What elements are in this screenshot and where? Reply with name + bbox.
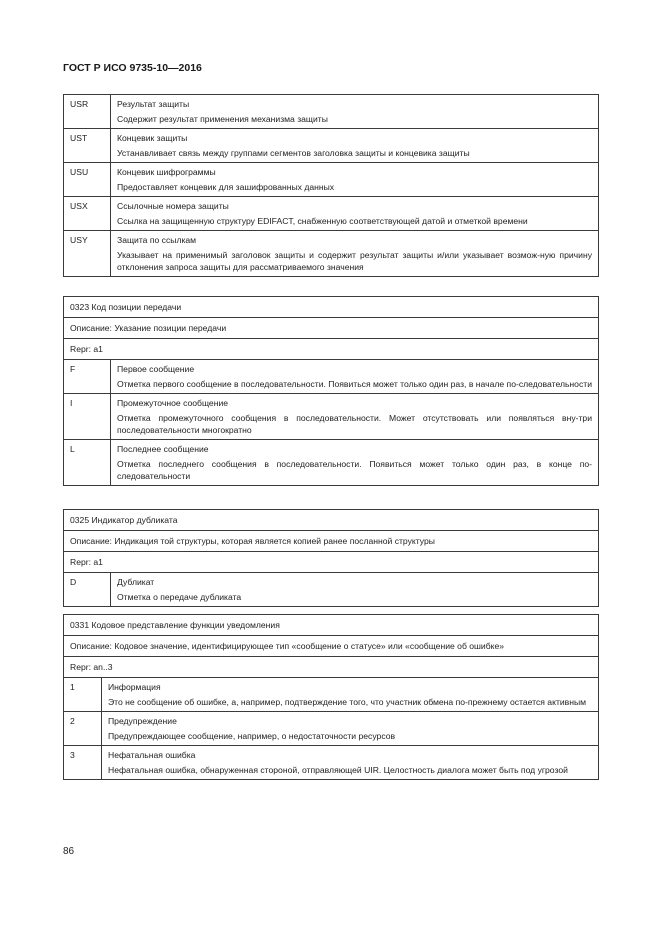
table-description-row	[64, 636, 599, 657]
code-cell: I	[64, 394, 111, 440]
entry-cell	[102, 712, 599, 746]
entry-cell	[111, 573, 599, 607]
entry-term: Промежуточное сообщение	[117, 398, 229, 408]
entry-description: Отметка последнего сообщения в последовательности. Появиться может только один раз, в конце по-следовательности	[117, 459, 592, 481]
entry-term: Последнее сообщение	[117, 444, 209, 454]
table-row	[64, 440, 599, 486]
code-cell: 1	[64, 678, 102, 712]
entry-term: Предупреждение	[108, 716, 177, 726]
table-title-row	[64, 510, 599, 531]
table-0325	[63, 509, 599, 607]
document-header: ГОСТ Р ИСО 9735-10—2016	[63, 62, 202, 74]
code-cell: USU	[64, 163, 111, 197]
table-title-row	[64, 297, 599, 318]
table-title-row	[64, 615, 599, 636]
table-description-row	[64, 531, 599, 552]
entry-description: Устанавливает связь между группами сегментов заголовка защиты и концевика защиты	[117, 148, 470, 158]
table-repr: Repr: a1	[64, 339, 599, 360]
table-row	[64, 712, 599, 746]
table-repr: Repr: a1	[64, 552, 599, 573]
entry-cell	[111, 197, 599, 231]
code-cell: 3	[64, 746, 102, 780]
entry-term: Нефатальная ошибка	[108, 750, 196, 760]
entry-term: Концевик защиты	[117, 133, 188, 143]
table-row	[64, 95, 599, 129]
entry-cell	[111, 394, 599, 440]
code-cell: D	[64, 573, 111, 607]
table-row	[64, 129, 599, 163]
entry-cell	[111, 360, 599, 394]
entry-cell	[111, 129, 599, 163]
entry-term: Результат защиты	[117, 99, 190, 109]
table-row	[64, 678, 599, 712]
table-usr-usy	[63, 94, 599, 277]
entry-description: Нефатальная ошибка, обнаруженная стороной, отправляющей UIR. Целостность диалога может быть под угрозой	[108, 765, 568, 775]
table-repr-row	[64, 552, 599, 573]
entry-description: Это не сообщение об ошибке, а, например, подтверждение того, что участник обмена по-прежнему остается активным	[108, 697, 587, 707]
entry-term: Защита по ссылкам	[117, 235, 197, 245]
code-cell: F	[64, 360, 111, 394]
table-row	[64, 573, 599, 607]
code-cell: USR	[64, 95, 111, 129]
entry-cell	[111, 440, 599, 486]
table-repr-row	[64, 657, 599, 678]
entry-cell	[102, 678, 599, 712]
code-cell: USY	[64, 231, 111, 277]
page-number: 86	[63, 846, 75, 857]
entry-term: Первое сообщение	[117, 364, 195, 374]
table-row	[64, 197, 599, 231]
table-description: Описание: Указание позиции передачи	[64, 318, 599, 339]
code-cell: USX	[64, 197, 111, 231]
entry-cell	[102, 746, 599, 780]
table-description-row	[64, 318, 599, 339]
entry-description: Указывает на применимый заголовок защиты и содержит результат защиты и/или указывает возмож-ную причину отклонения запроса защиты для рассматриваемого значения	[117, 250, 592, 272]
table-description: Описание: Индикация той структуры, которая является копией ранее посланной структуры	[64, 531, 599, 552]
table-0323	[63, 296, 599, 486]
table-title: 0325 Индикатор дубликата	[64, 510, 599, 531]
entry-term: Информация	[108, 682, 161, 692]
entry-term: Ссылочные номера защиты	[117, 201, 229, 211]
code-cell: UST	[64, 129, 111, 163]
table-row	[64, 746, 599, 780]
table-row	[64, 163, 599, 197]
entry-description: Отметка промежуточного сообщения в последовательности. Может отсутствовать или появляться вну-три последовательности многократно	[117, 413, 592, 435]
table-description: Описание: Кодовое значение, идентифицирующее тип «сообщение о статусе» или «сообщение об ошибке»	[64, 636, 599, 657]
table-repr-row	[64, 339, 599, 360]
table-title: 0331 Кодовое представление функции уведомления	[64, 615, 599, 636]
entry-description: Предупреждающее сообщение, например, о недостаточности ресурсов	[108, 731, 396, 741]
code-cell: 2	[64, 712, 102, 746]
entry-cell	[111, 163, 599, 197]
code-cell: L	[64, 440, 111, 486]
table-row	[64, 394, 599, 440]
entry-term: Концевик шифрограммы	[117, 167, 216, 177]
entry-description: Предоставляет концевик для зашифрованных данных	[117, 182, 335, 192]
table-title: 0323 Код позиции передачи	[64, 297, 599, 318]
table-0331	[63, 614, 599, 780]
entry-term: Дубликат	[117, 577, 155, 587]
entry-description: Отметка первого сообщение в последовательности. Появиться может только один раз, в начале по-следовательности	[117, 379, 592, 389]
entry-description: Содержит результат применения механизма защиты	[117, 114, 328, 124]
entry-cell	[111, 231, 599, 277]
table-row	[64, 360, 599, 394]
entry-cell	[111, 95, 599, 129]
entry-description: Ссылка на защищенную структуру EDIFACT, снабженную соответствующей датой и отметкой времени	[117, 216, 528, 226]
entry-description: Отметка о передаче дубликата	[117, 592, 242, 602]
table-row	[64, 231, 599, 277]
table-repr: Repr: an..3	[64, 657, 599, 678]
